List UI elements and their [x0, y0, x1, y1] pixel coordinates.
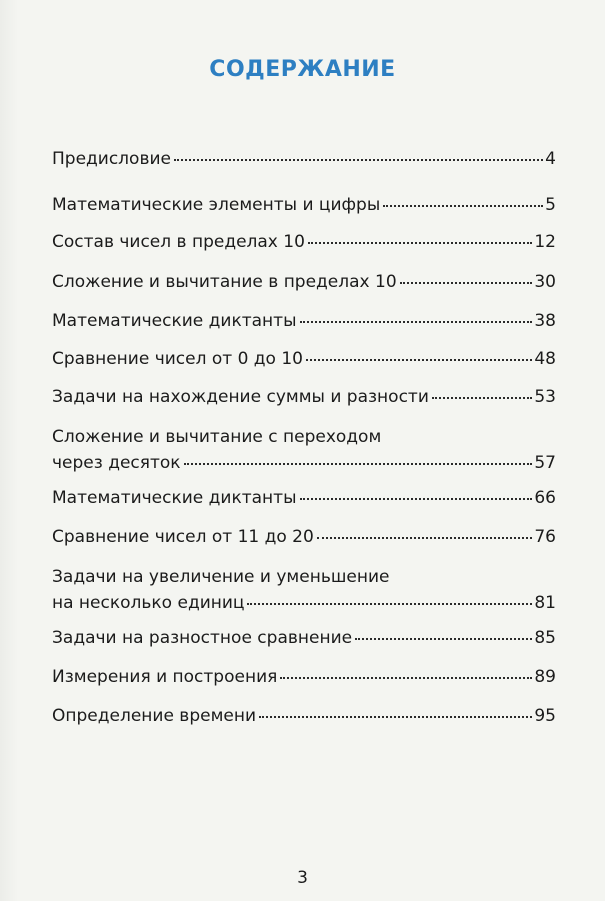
- toc-entry-page: 4: [545, 149, 556, 169]
- toc-entry-page: 66: [534, 488, 556, 508]
- dot-leader: [247, 603, 532, 605]
- toc-entry-title: Состав чисел в пределах 10: [52, 232, 305, 252]
- page-number: 3: [297, 868, 308, 888]
- dot-leader: [184, 463, 533, 465]
- toc-entry[interactable]: [52, 666, 556, 688]
- toc-entry-page: 57: [534, 453, 556, 473]
- dot-leader: [300, 498, 533, 500]
- dot-leader: [400, 282, 533, 284]
- toc-entry-page: 53: [534, 387, 556, 407]
- toc-entry-title: на несколько единиц: [52, 593, 245, 613]
- toc-entry-title: Задачи на разностное сравнение: [52, 628, 353, 648]
- dot-leader: [280, 677, 532, 679]
- toc-entry[interactable]: [52, 271, 556, 293]
- toc-entry-page: 81: [534, 593, 556, 613]
- toc-entry-page: 38: [534, 311, 556, 331]
- toc-entry[interactable]: [52, 526, 556, 548]
- toc-entry-title: Задачи на нахождение суммы и разности: [52, 387, 429, 407]
- toc-entry-page: 30: [534, 272, 556, 292]
- toc-entry[interactable]: [52, 194, 556, 216]
- dot-leader: [174, 159, 543, 161]
- toc-entry-page: 76: [534, 527, 556, 547]
- toc-entry-title: Задачи на увеличение и уменьшение: [52, 567, 390, 587]
- page-title: СОДЕРЖАНИЕ: [209, 57, 396, 82]
- dot-leader: [259, 716, 532, 718]
- toc-entry-title: Сравнение чисел от 0 до 10: [52, 349, 303, 369]
- toc-entry-title: Математические диктанты: [52, 488, 297, 508]
- toc-entry-title: Сложение и вычитание в пределах 10: [52, 272, 397, 292]
- dot-leader: [306, 359, 532, 361]
- toc-entry[interactable]: [52, 487, 556, 509]
- toc-entry[interactable]: [52, 426, 556, 474]
- toc-entry-page: 95: [534, 706, 556, 726]
- toc-entry[interactable]: [52, 386, 556, 408]
- toc-entry-title: Предисловие: [52, 149, 171, 169]
- toc-entry-page: 85: [534, 628, 556, 648]
- toc-entry-page: 12: [534, 232, 556, 252]
- toc-entry[interactable]: [52, 566, 556, 614]
- toc-entry-page: 5: [545, 195, 556, 215]
- toc-entry[interactable]: [52, 705, 556, 727]
- toc-entry-page: 89: [534, 667, 556, 687]
- toc-entry-title: через десяток: [52, 453, 181, 473]
- toc-entry-title: Измерения и построения: [52, 667, 278, 687]
- toc-entry[interactable]: [52, 148, 556, 170]
- toc-entry[interactable]: [52, 310, 556, 332]
- toc-entry[interactable]: [52, 231, 556, 253]
- dot-leader: [317, 537, 533, 539]
- toc-entry-title: Математические элементы и цифры: [52, 195, 381, 215]
- dot-leader: [300, 321, 533, 323]
- toc-entry-title: Математические диктанты: [52, 311, 297, 331]
- toc-entry[interactable]: [52, 627, 556, 649]
- dot-leader: [383, 205, 543, 207]
- toc-entry[interactable]: [52, 348, 556, 370]
- toc-entry-title: Сложение и вычитание с переходом: [52, 427, 382, 447]
- toc-entry-title: Сравнение чисел от 11 до 20: [52, 527, 314, 547]
- toc-entry-page: 48: [534, 349, 556, 369]
- dot-leader: [432, 397, 532, 399]
- dot-leader: [355, 638, 532, 640]
- dot-leader: [308, 242, 532, 244]
- toc-entry-title: Определение времени: [52, 706, 257, 726]
